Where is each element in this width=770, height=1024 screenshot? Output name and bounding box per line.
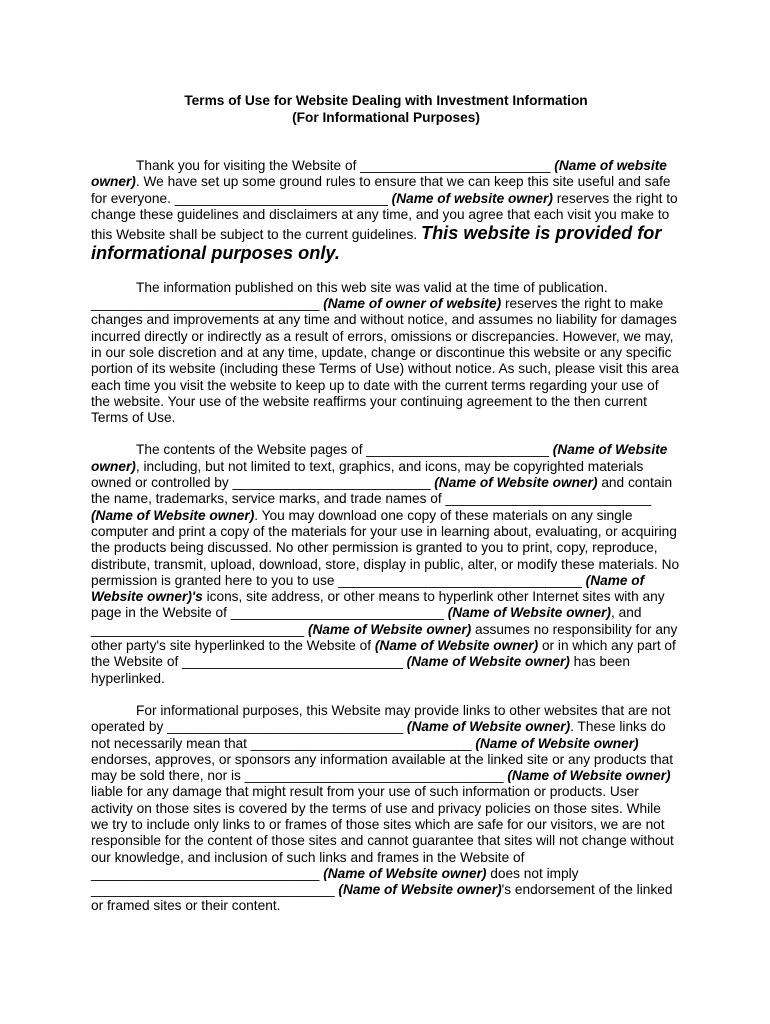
placeholder-label: (Name of Website owner) [374, 638, 539, 654]
text-run: , including, but not limited to text, graphics, and icons, may be copyrighted materials owned or controlled by __________________________ [91, 458, 644, 491]
text-run: endorses, approves, or sponsors any information available at the linked site or any products that may be sold there, nor is __________________________________ [91, 751, 674, 784]
paragraph-external-links [91, 703, 681, 915]
title-line-1: Terms of Use for Website Dealing with Investment Information [184, 93, 588, 108]
text-run: The contents of the Website pages of ________________________ [136, 442, 553, 458]
title-line-2: (For Informational Purposes) [292, 109, 480, 125]
placeholder-label: (Name of Website owner) [338, 882, 502, 898]
text-run: or in which any part of the Website of _____________________________ [91, 638, 676, 670]
text-run: 's endorsement of the linked or framed sites or their content. [91, 882, 673, 914]
paragraph-intro [91, 158, 681, 264]
placeholder-label: (Name of website owner) [391, 190, 553, 206]
placeholder-label: (Name of Website owner) [507, 768, 671, 784]
placeholder-label: (Name of Website owner) [406, 719, 571, 735]
text-run: , and ____________________________ [91, 605, 642, 637]
placeholder-label: (Name of Website owner) [475, 735, 639, 751]
text-run: liable for any damage that might result from your use of such information or products. User activity on those sites is covered by the terms of use and privacy policies on those sites. While we try to include only links to or frames of those sites which are safe for our visitors, we are not responsible for the content of those sites and cannot guarantee that sites will not change without our knowledge, and inclusion of such links and frames in the Website of ______________________________ [91, 784, 674, 881]
text-run: . You may download one copy of these materials on any single computer and print a copy of the materials for your use in learning about, evaluating, or acquiring the products being discussed. No other permission is granted to you to print, copy, reproduce, distribute, transmit, upload, download, store, display in public, alter, or modify these materials. No permission is granted here to you to use ________________________________ [91, 507, 680, 588]
text-run: reserves the right to change these guidelines and disclaimers at any time, and you agree that each visit you make to this Website shall be subject to the current guidelines. [91, 190, 678, 243]
placeholder-label: (Name of Website owner) [323, 865, 487, 881]
paragraph-information-validity [91, 280, 681, 427]
paragraph-copyright [91, 442, 681, 686]
text-run: does not imply ________________________________ [91, 865, 579, 898]
document-title [91, 93, 681, 126]
text-run: . These links do not necessarily mean that _____________________________ [91, 719, 666, 751]
placeholder-label: (Name of Website owner) [434, 475, 598, 491]
placeholder-label: (Name of owner of website) [323, 296, 502, 312]
text-run: The information published on this web site was valid at the time of publication. ______________________________ [91, 279, 608, 312]
text-run: assumes no responsibility for any other party's site hyperlinked to the Website of [91, 621, 678, 654]
text-run: For informational purposes, this Website may provide links to other websites that are not operated by _______________________________ [91, 702, 671, 735]
text-run: icons, site address, or other means to hyperlink other Internet sites with any page in the Website of ____________________________ [91, 589, 665, 621]
placeholder-label: (Name of Website owner) [447, 605, 611, 621]
placeholder-label: (Name of Website owner) [406, 654, 570, 670]
text-run: and contain the name, trademarks, service marks, and trade names of ___________________________ [91, 475, 673, 507]
text-run: . We have set up some ground rules to ensure that we can keep this site useful and safe for everyone. ____________________________ [91, 174, 671, 206]
text-run: has been hyperlinked. [91, 654, 630, 686]
placeholder-label: (Name of website owner) [91, 158, 667, 190]
placeholder-label: (Name of Website owner)'s [91, 572, 645, 605]
document-page [91, 93, 681, 915]
informational-purposes-notice: This website is provided for informational purposes only. [91, 223, 662, 264]
text-run: Thank you for visiting the Website of _________________________ [136, 158, 555, 173]
placeholder-label: (Name of Website owner) [91, 442, 668, 474]
placeholder-label: (Name of Website owner) [91, 507, 255, 523]
text-run: reserves the right to make changes and improvements at any time and without notice, and assumes no liability for damages incurred directly or indirectly as a result of errors, omissions or discrepancies. However, we may, in our sole discretion and at any time, update, change or discontinue this website or any specific portion of its website (including these Terms of Use) without notice. As such, please visit this area each time you visit the website to keep up to date with the current terms regarding your use of the website. Your use of the website reaffirms your continuing agreement to the then current Terms of Use. [91, 296, 679, 426]
placeholder-label: (Name of Website owner) [307, 621, 472, 637]
